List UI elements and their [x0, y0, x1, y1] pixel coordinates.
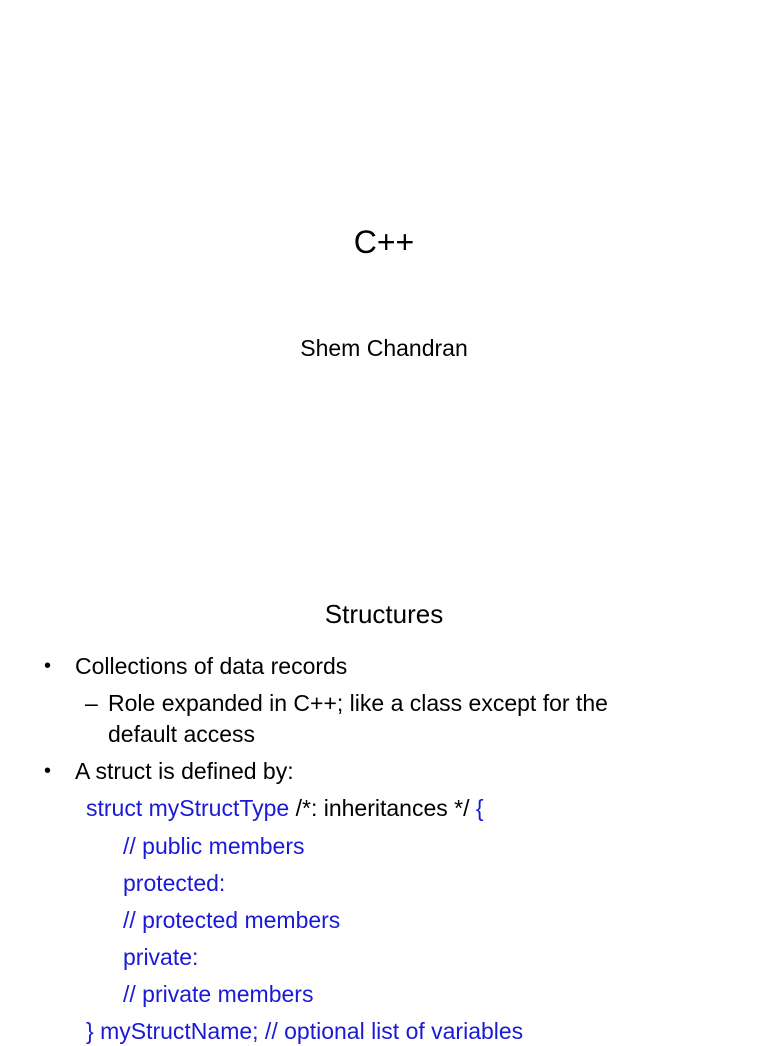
sub-bullet-line1: Role expanded in C++; like a class except for the	[108, 690, 608, 716]
code-comment: /*: inheritances */	[289, 795, 476, 821]
code-line-protected: protected:	[123, 870, 226, 896]
code-line-closing: } myStructName; // optional list of variables	[86, 1018, 524, 1044]
code-line-protected-members: // protected members	[123, 907, 341, 933]
bullet-struct-defined: A struct is defined by:	[75, 758, 294, 784]
sub-bullet-line2: default access	[108, 721, 256, 747]
slide2-title: Structures	[324, 599, 444, 629]
code-line-struct-header	[86, 793, 484, 823]
slide1-title: C++	[353, 224, 415, 260]
slide1-author: Shem Chandran	[300, 335, 468, 361]
code-keyword: struct myStructType	[86, 795, 290, 821]
code-line-private: private:	[123, 944, 199, 970]
bullet-marker: •	[44, 760, 52, 782]
code-line-public: // public members	[123, 833, 305, 859]
bullet-collections: Collections of data records	[75, 653, 348, 679]
code-brace: {	[475, 795, 484, 821]
dash-marker: –	[85, 690, 98, 716]
bullet-marker: •	[44, 655, 52, 677]
code-line-private-members: // private members	[123, 981, 314, 1007]
